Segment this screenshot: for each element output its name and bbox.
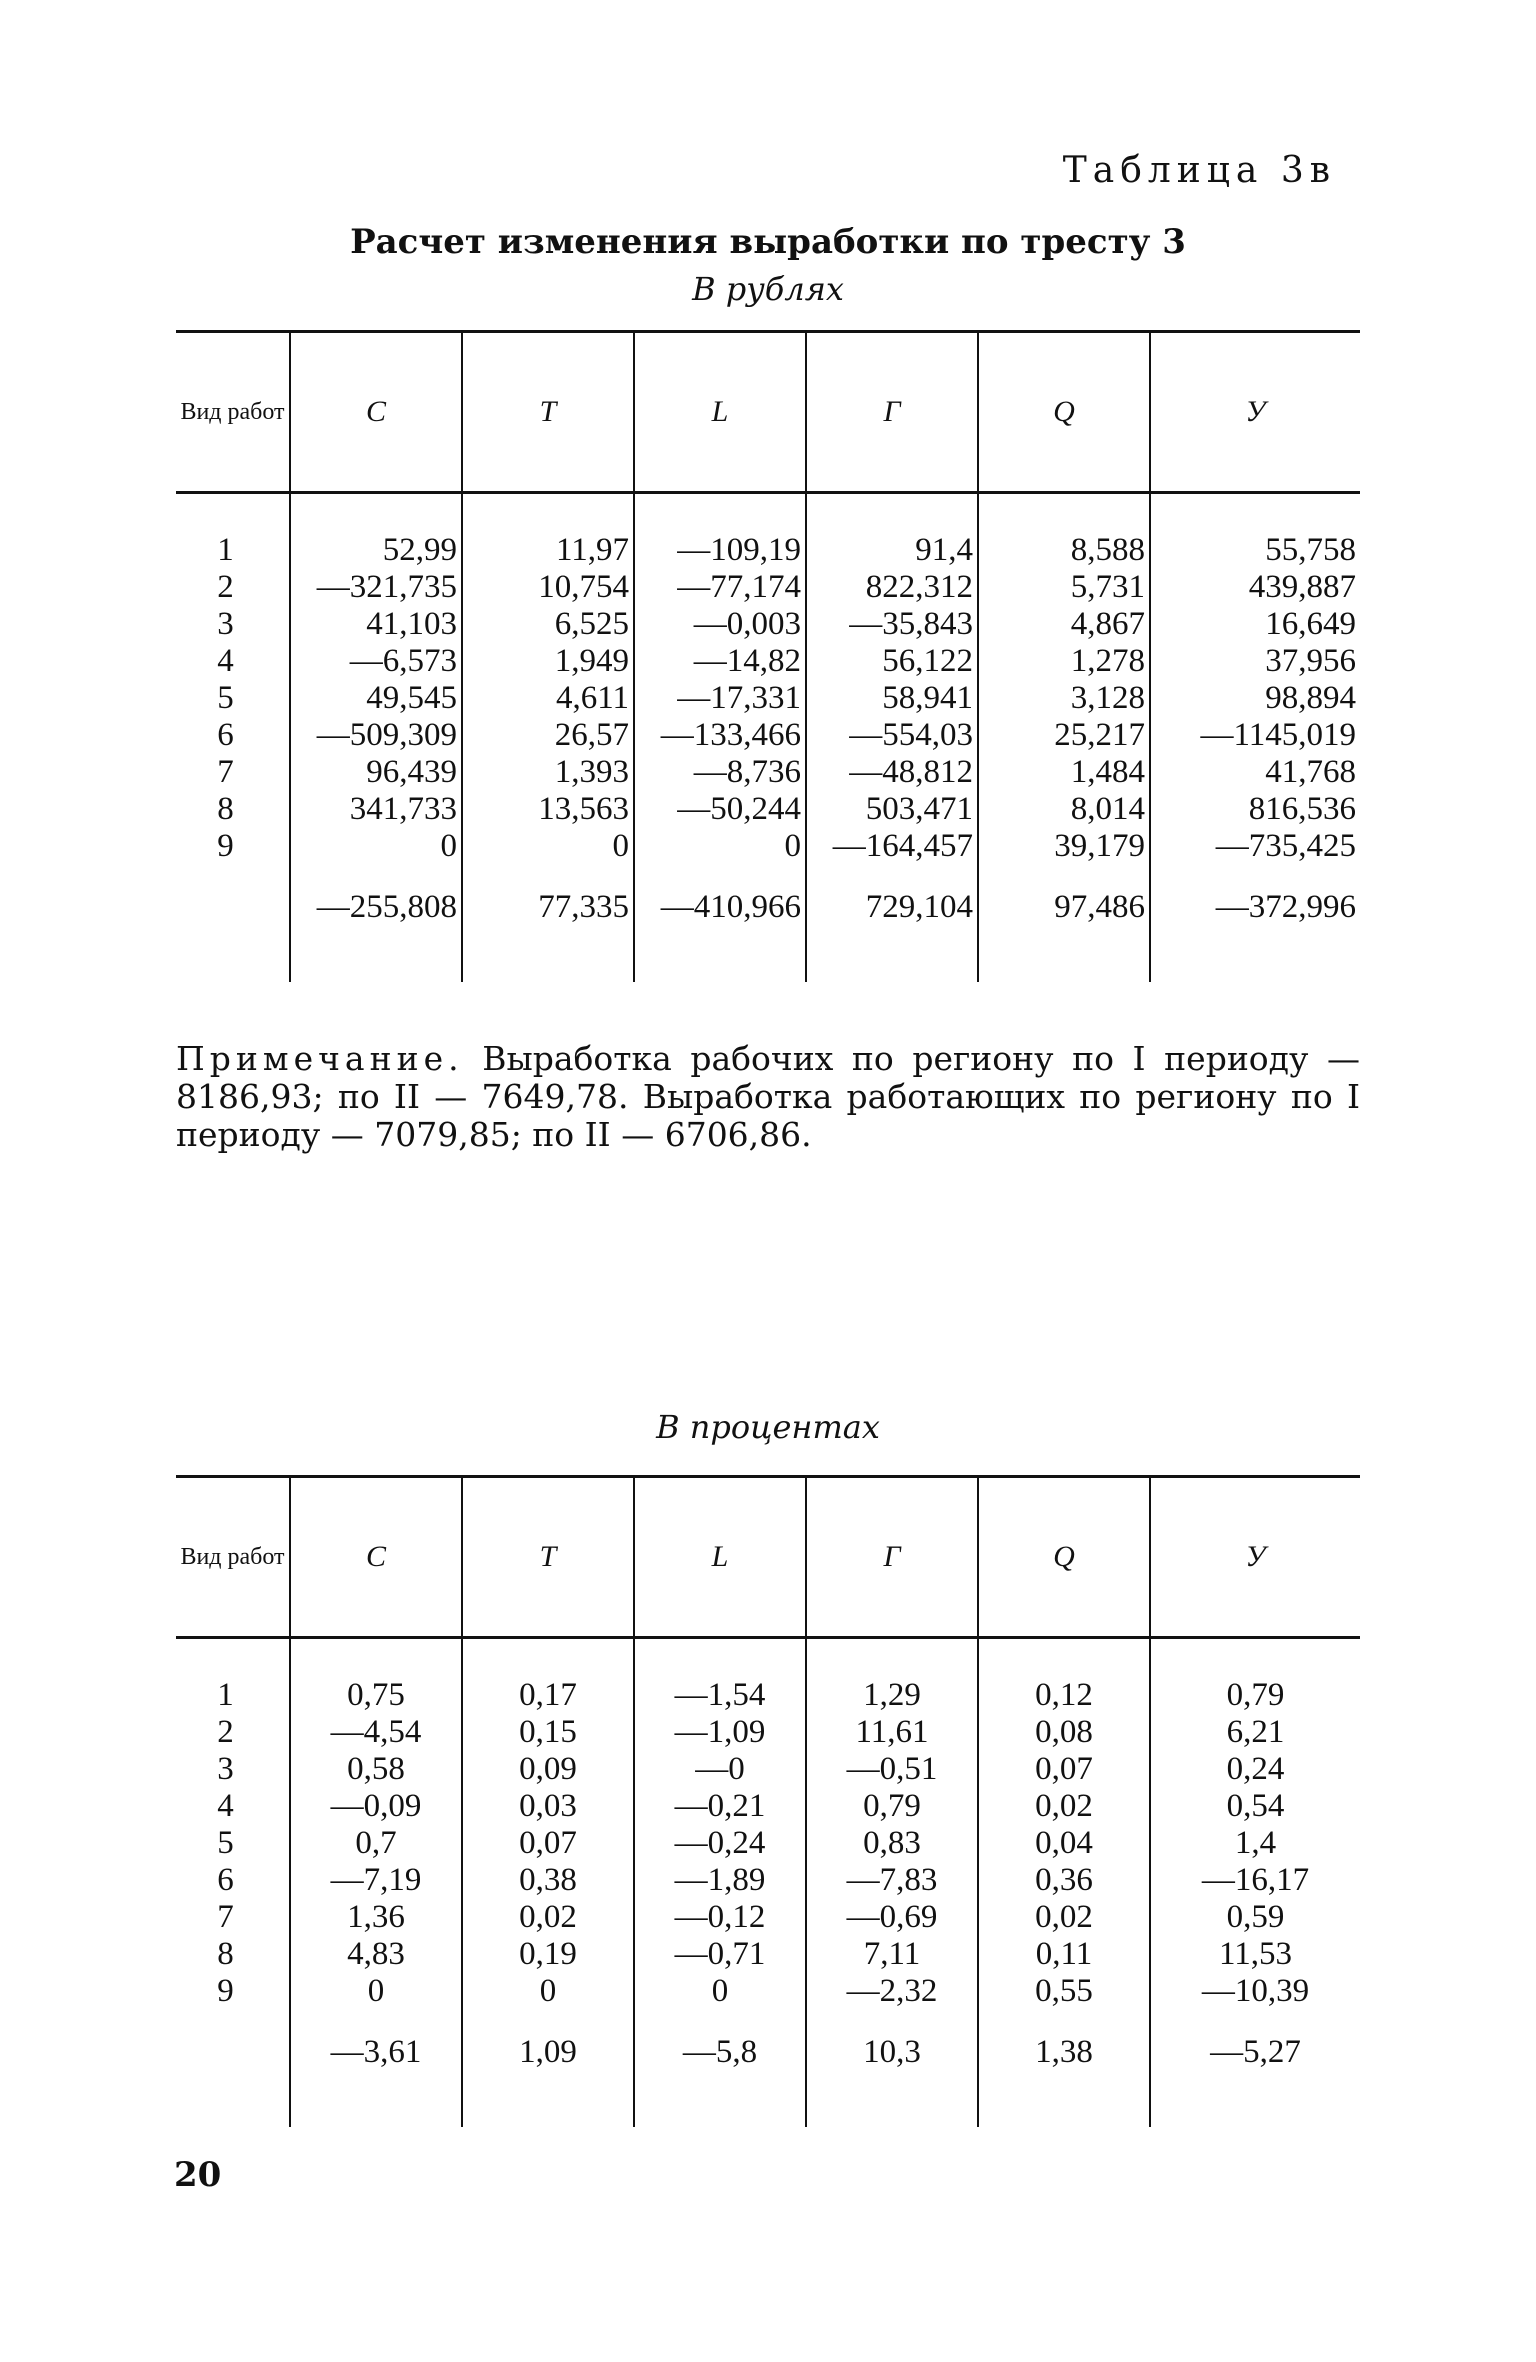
- percent-table: [176, 1475, 1360, 2127]
- value-cell: 0,38: [462, 1862, 634, 1899]
- value-cell: —1145,019: [1150, 717, 1360, 754]
- col-header-t: Т: [462, 332, 634, 493]
- value-cell: 16,649: [1150, 606, 1360, 643]
- value-cell: 341,733: [290, 791, 462, 828]
- value-cell: 0,03: [462, 1788, 634, 1825]
- value-cell: —0,12: [634, 1899, 806, 1936]
- value-cell: 1,29: [806, 1638, 978, 1715]
- rubles-row: [176, 717, 1360, 754]
- value-cell: 0,7: [290, 1825, 462, 1862]
- value-cell: 0: [462, 1973, 634, 2010]
- value-cell: 0,36: [978, 1862, 1150, 1899]
- value-cell: 0: [634, 828, 806, 865]
- total-cell: 77,335: [462, 865, 634, 982]
- value-cell: —133,466: [634, 717, 806, 754]
- row-number-cell: 7: [217, 1899, 234, 1935]
- rubles-row: [176, 828, 1360, 865]
- row-number-cell: 4: [217, 1788, 234, 1824]
- value-cell: —4,54: [290, 1714, 462, 1751]
- value-cell: —7,19: [290, 1862, 462, 1899]
- value-cell: 52,99: [290, 493, 462, 570]
- value-cell: 0,02: [462, 1899, 634, 1936]
- value-cell: 0,54: [1150, 1788, 1360, 1825]
- value-cell: 0,17: [462, 1638, 634, 1715]
- value-cell: 1,4: [1150, 1825, 1360, 1862]
- value-cell: —6,573: [290, 643, 462, 680]
- value-cell: 0,75: [290, 1638, 462, 1715]
- value-cell: 37,956: [1150, 643, 1360, 680]
- table-note: [176, 1040, 1360, 1154]
- value-cell: 0,19: [462, 1936, 634, 1973]
- col-header-kind: Вид работ: [176, 1477, 290, 1638]
- value-cell: 11,61: [806, 1714, 978, 1751]
- value-cell: —1,54: [634, 1638, 806, 1715]
- value-cell: 0,02: [978, 1899, 1150, 1936]
- table-title: Расчет изменения выработки по тресту 3: [350, 222, 1186, 262]
- value-cell: 11,97: [462, 493, 634, 570]
- value-cell: —16,17: [1150, 1862, 1360, 1899]
- rubles-row: [176, 606, 1360, 643]
- col-header-l: L: [634, 1477, 806, 1638]
- total-cell: —410,966: [634, 865, 806, 982]
- value-cell: 0,02: [978, 1788, 1150, 1825]
- total-cell: —372,996: [1150, 865, 1360, 982]
- value-cell: —0,51: [806, 1751, 978, 1788]
- value-cell: —109,19: [634, 493, 806, 570]
- value-cell: —77,174: [634, 569, 806, 606]
- rubles-row: [176, 569, 1360, 606]
- row-number-cell: 4: [217, 643, 234, 679]
- value-cell: 0,07: [462, 1825, 634, 1862]
- total-cell: —5,8: [634, 2010, 806, 2127]
- value-cell: 13,563: [462, 791, 634, 828]
- value-cell: 0,83: [806, 1825, 978, 1862]
- rubles-total-row: [176, 865, 1360, 982]
- row-number-cell: 6: [217, 717, 234, 753]
- rubles-row: [176, 493, 1360, 570]
- row-number-cell: 5: [217, 680, 234, 716]
- value-cell: 96,439: [290, 754, 462, 791]
- value-cell: 8,014: [978, 791, 1150, 828]
- rubles-subtitle: В рублях: [692, 270, 844, 308]
- value-cell: 0,09: [462, 1751, 634, 1788]
- note-label: Примечание.: [176, 1039, 464, 1078]
- value-cell: 1,949: [462, 643, 634, 680]
- col-header-y: У: [1150, 332, 1360, 493]
- value-cell: 0,15: [462, 1714, 634, 1751]
- value-cell: —0: [634, 1751, 806, 1788]
- value-cell: 0,55: [978, 1973, 1150, 2010]
- value-cell: —321,735: [290, 569, 462, 606]
- value-cell: 1,278: [978, 643, 1150, 680]
- value-cell: —164,457: [806, 828, 978, 865]
- value-cell: —48,812: [806, 754, 978, 791]
- col-header-g: Г: [806, 1477, 978, 1638]
- percent-subtitle: В процентах: [656, 1408, 880, 1446]
- col-header-y: У: [1150, 1477, 1360, 1638]
- value-cell: 4,867: [978, 606, 1150, 643]
- percent-row: [176, 1936, 1360, 1973]
- row-number-cell: 2: [217, 569, 234, 605]
- value-cell: —50,244: [634, 791, 806, 828]
- percent-row: [176, 1825, 1360, 1862]
- value-cell: 3,128: [978, 680, 1150, 717]
- value-cell: 8,588: [978, 493, 1150, 570]
- row-number-cell: 7: [217, 754, 234, 790]
- col-header-q: Q: [978, 332, 1150, 493]
- row-number-cell: 3: [217, 1751, 234, 1787]
- rubles-row: [176, 643, 1360, 680]
- value-cell: —7,83: [806, 1862, 978, 1899]
- value-cell: 0: [290, 828, 462, 865]
- value-cell: 0,24: [1150, 1751, 1360, 1788]
- percent-row: [176, 1899, 1360, 1936]
- value-cell: —0,21: [634, 1788, 806, 1825]
- value-cell: 25,217: [978, 717, 1150, 754]
- col-header-t: Т: [462, 1477, 634, 1638]
- col-header-c: С: [290, 1477, 462, 1638]
- value-cell: —1,09: [634, 1714, 806, 1751]
- value-cell: —35,843: [806, 606, 978, 643]
- col-header-l: L: [634, 332, 806, 493]
- total-cell: [176, 2010, 290, 2127]
- value-cell: 58,941: [806, 680, 978, 717]
- value-cell: —1,89: [634, 1862, 806, 1899]
- value-cell: —0,09: [290, 1788, 462, 1825]
- value-cell: 91,4: [806, 493, 978, 570]
- total-cell: 97,486: [978, 865, 1150, 982]
- rubles-row: [176, 791, 1360, 828]
- value-cell: 55,758: [1150, 493, 1360, 570]
- value-cell: —17,331: [634, 680, 806, 717]
- percent-row: [176, 1788, 1360, 1825]
- value-cell: —8,736: [634, 754, 806, 791]
- value-cell: 0,79: [806, 1788, 978, 1825]
- value-cell: —0,71: [634, 1936, 806, 1973]
- row-number-cell: 3: [217, 606, 234, 642]
- value-cell: 4,83: [290, 1936, 462, 1973]
- note-text: Выработка рабочих по региону по I периоду — 8186,93; по II — 7649,78. Выработка работающих по региону по I периоду — 7079,85; по II — 6706,86.: [176, 1039, 1360, 1154]
- row-number-cell: 2: [217, 1714, 234, 1750]
- col-header-g: Г: [806, 332, 978, 493]
- value-cell: 1,484: [978, 754, 1150, 791]
- value-cell: —0,24: [634, 1825, 806, 1862]
- rubles-table: [176, 330, 1360, 982]
- total-cell: —3,61: [290, 2010, 462, 2127]
- value-cell: —0,003: [634, 606, 806, 643]
- value-cell: 816,536: [1150, 791, 1360, 828]
- table-label: Таблица 3в: [1062, 150, 1336, 191]
- value-cell: —0,69: [806, 1899, 978, 1936]
- value-cell: 0,59: [1150, 1899, 1360, 1936]
- rubles-row: [176, 754, 1360, 791]
- page-number: 20: [174, 2155, 222, 2195]
- value-cell: —10,39: [1150, 1973, 1360, 2010]
- value-cell: 0: [290, 1973, 462, 2010]
- value-cell: 0,04: [978, 1825, 1150, 1862]
- value-cell: 41,768: [1150, 754, 1360, 791]
- percent-total-row: [176, 2010, 1360, 2127]
- total-cell: [176, 865, 290, 982]
- percent-row: [176, 1973, 1360, 2010]
- rubles-header-row: [176, 332, 1360, 493]
- value-cell: 41,103: [290, 606, 462, 643]
- value-cell: 503,471: [806, 791, 978, 828]
- rubles-row: [176, 680, 1360, 717]
- total-cell: 1,38: [978, 2010, 1150, 2127]
- percent-header-row: [176, 1477, 1360, 1638]
- percent-row: [176, 1638, 1360, 1715]
- percent-row: [176, 1862, 1360, 1899]
- total-cell: 10,3: [806, 2010, 978, 2127]
- value-cell: 1,36: [290, 1899, 462, 1936]
- row-number-cell: 6: [217, 1862, 234, 1898]
- value-cell: 5,731: [978, 569, 1150, 606]
- value-cell: —2,32: [806, 1973, 978, 2010]
- row-number-cell: 9: [217, 828, 234, 864]
- value-cell: 0,08: [978, 1714, 1150, 1751]
- col-header-kind: Вид работ: [176, 332, 290, 493]
- value-cell: 0,11: [978, 1936, 1150, 1973]
- value-cell: 0,58: [290, 1751, 462, 1788]
- total-cell: —5,27: [1150, 2010, 1360, 2127]
- value-cell: 10,754: [462, 569, 634, 606]
- row-number-cell: 5: [217, 1825, 234, 1861]
- value-cell: 98,894: [1150, 680, 1360, 717]
- total-cell: 729,104: [806, 865, 978, 982]
- value-cell: 1,393: [462, 754, 634, 791]
- value-cell: 49,545: [290, 680, 462, 717]
- row-number-cell: 8: [217, 1936, 234, 1972]
- value-cell: 0,07: [978, 1751, 1150, 1788]
- value-cell: 39,179: [978, 828, 1150, 865]
- value-cell: —554,03: [806, 717, 978, 754]
- row-number-cell: 1: [217, 532, 234, 568]
- row-number-cell: 8: [217, 791, 234, 827]
- value-cell: —509,309: [290, 717, 462, 754]
- row-number-cell: 9: [217, 1973, 234, 2009]
- value-cell: 6,21: [1150, 1714, 1360, 1751]
- col-header-q: Q: [978, 1477, 1150, 1638]
- value-cell: 6,525: [462, 606, 634, 643]
- value-cell: 4,611: [462, 680, 634, 717]
- col-header-c: С: [290, 332, 462, 493]
- value-cell: —735,425: [1150, 828, 1360, 865]
- value-cell: 0: [634, 1973, 806, 2010]
- value-cell: 56,122: [806, 643, 978, 680]
- value-cell: 11,53: [1150, 1936, 1360, 1973]
- total-cell: 1,09: [462, 2010, 634, 2127]
- value-cell: 0: [462, 828, 634, 865]
- value-cell: 7,11: [806, 1936, 978, 1973]
- total-cell: —255,808: [290, 865, 462, 982]
- percent-row: [176, 1714, 1360, 1751]
- value-cell: 439,887: [1150, 569, 1360, 606]
- value-cell: 0,79: [1150, 1638, 1360, 1715]
- value-cell: 822,312: [806, 569, 978, 606]
- value-cell: 0,12: [978, 1638, 1150, 1715]
- value-cell: —14,82: [634, 643, 806, 680]
- row-number-cell: 1: [217, 1677, 234, 1713]
- value-cell: 26,57: [462, 717, 634, 754]
- percent-row: [176, 1751, 1360, 1788]
